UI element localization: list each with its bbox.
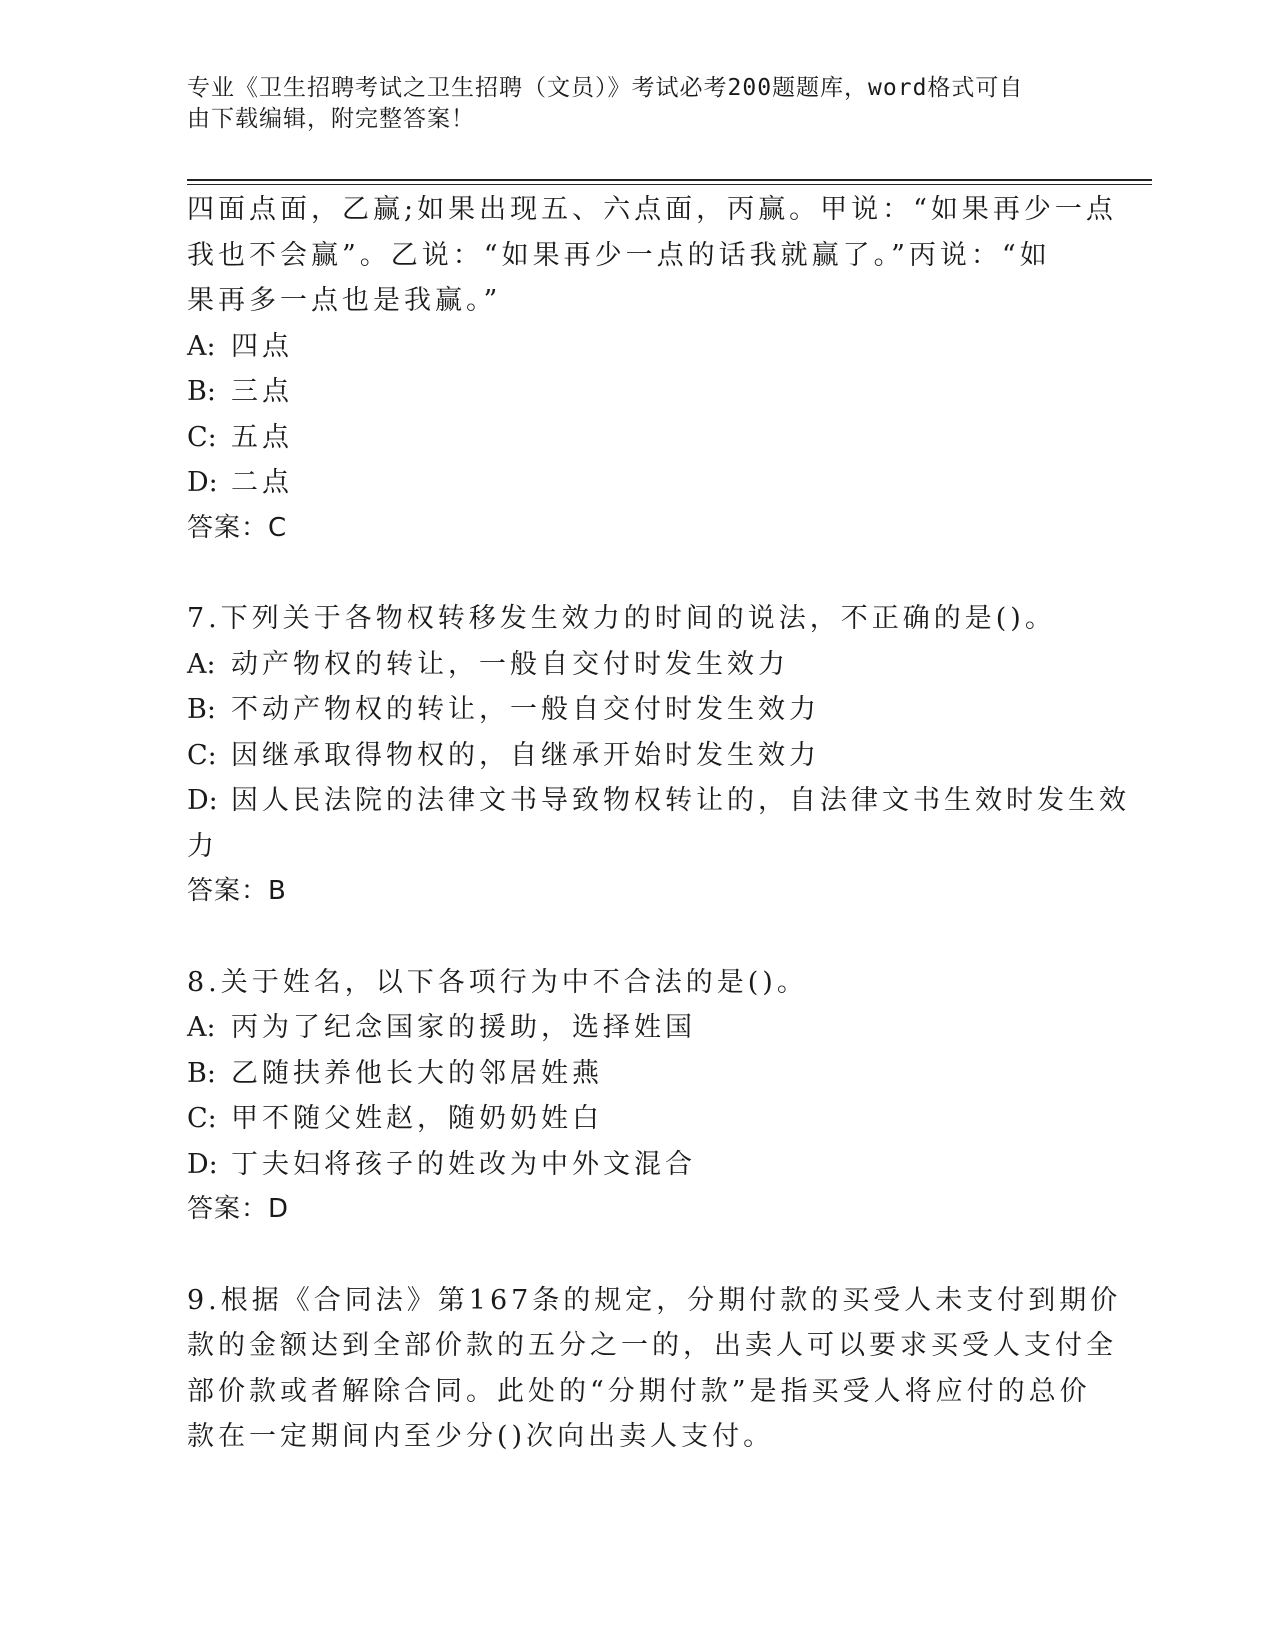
option-letter: B: — [187, 376, 216, 407]
question-6-option-b — [187, 369, 1067, 415]
spacer — [187, 1233, 1067, 1278]
spacer — [187, 915, 1067, 960]
option-text: 丁夫妇将孩子的姓改为中外文混合 — [231, 1148, 696, 1180]
question-9-line-3: 部价款或者解除合同。此处的“分期付款”是指买受人将应付的总价 — [187, 1375, 1091, 1407]
document-header — [187, 73, 1067, 135]
question-7 — [187, 596, 1130, 915]
question-7-option-c — [187, 733, 1067, 779]
question-8 — [187, 960, 1067, 1233]
header-line-2: 由下载编辑，附完整答案！ — [187, 106, 475, 132]
question-8-option-a — [187, 1005, 1067, 1051]
header-rule-thin — [187, 184, 1152, 185]
question-8-option-c — [187, 1096, 1067, 1142]
option-letter: B: — [187, 694, 216, 725]
option-letter: D: — [187, 1148, 218, 1180]
document-body — [187, 187, 1130, 1460]
option-text: 因人民法院的法律文书导致物权转让的，自法律文书生效时发生效 — [231, 785, 1130, 816]
option-text: 二点 — [231, 467, 293, 498]
question-6-option-a — [187, 324, 1067, 370]
question-6-line-2: 我也不会赢”。乙说：“如果再少一点的话我就赢了。”丙说：“如 — [187, 239, 1051, 271]
option-text: 三点 — [231, 376, 293, 407]
question-7-option-d-continued: 力 — [187, 830, 218, 862]
option-text: 动产物权的转让，一般自交付时发生效力 — [231, 648, 789, 680]
option-letter: D: — [187, 785, 218, 816]
question-9-line-4: 款在一定期间内至少分()次向出卖人支付。 — [187, 1421, 775, 1452]
question-9-line-1: 9.根据《合同法》第167条的规定，分期付款的买受人未支付到期价 — [187, 1284, 1122, 1316]
question-8-answer: 答案：D — [187, 1194, 290, 1224]
option-letter: C: — [187, 1103, 217, 1134]
question-8-option-b — [187, 1051, 1067, 1097]
header-rule-thick — [187, 179, 1152, 181]
question-6-answer: 答案：C — [187, 512, 288, 543]
option-text: 丙为了纪念国家的援助，选择姓国 — [231, 1012, 696, 1043]
header-line-1: 专业《卫生招聘考试之卫生招聘（文员）》考试必考200题题库，word格式可自 — [187, 75, 1024, 101]
question-7-option-d — [187, 778, 1130, 824]
option-letter: A: — [187, 330, 216, 362]
option-text: 因继承取得物权的，自继承开始时发生效力 — [231, 739, 820, 771]
option-text: 五点 — [231, 421, 293, 453]
question-6-line-1: 四面点面，乙赢;如果出现五、六点面，丙赢。甲说：“如果再少一点 — [187, 194, 1117, 225]
question-6-line-3: 果再多一点也是我赢。” — [187, 285, 502, 316]
question-7-option-a — [187, 642, 1067, 688]
option-letter: B: — [187, 1057, 216, 1089]
option-text: 不动产物权的转让，一般自交付时发生效力 — [231, 694, 820, 725]
option-text: 乙随扶养他长大的邻居姓燕 — [231, 1057, 603, 1089]
question-7-option-b — [187, 687, 1067, 733]
option-text: 四点 — [231, 330, 293, 362]
option-letter: C: — [187, 421, 217, 453]
option-text: 甲不随父姓赵，随奶奶姓白 — [231, 1103, 603, 1134]
question-7-stem: 7.下列关于各物权转移发生效力的时间的说法，不正确的是()。 — [187, 603, 1056, 634]
question-9-line-2: 款的金额达到全部价款的五分之一的，出卖人可以要求买受人支付全 — [187, 1330, 1117, 1361]
question-6-option-c — [187, 415, 1067, 461]
option-letter: A: — [187, 1012, 216, 1043]
question-8-stem: 8.关于姓名，以下各项行为中不合法的是()。 — [187, 966, 808, 998]
question-6 — [187, 187, 1117, 551]
question-8-option-d — [187, 1142, 1067, 1188]
spacer — [187, 551, 1067, 596]
question-6-option-d — [187, 460, 1067, 506]
option-letter: C: — [187, 739, 217, 771]
question-7-answer: 答案：B — [187, 876, 287, 906]
option-letter: A: — [187, 648, 216, 680]
option-letter: D: — [187, 467, 218, 498]
question-9 — [187, 1278, 1122, 1460]
